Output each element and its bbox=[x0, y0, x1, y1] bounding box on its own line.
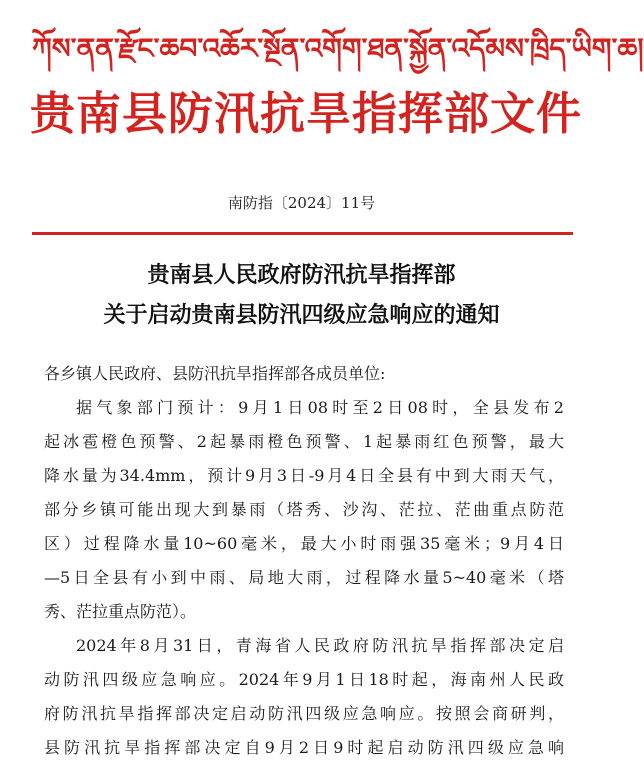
paragraph-2-line: 县防汛抗旱指挥部决定自9月2日9时起启动防汛四级应急响 bbox=[44, 738, 564, 757]
paragraph-1-line: 部分乡镇可能出现大到暴雨（塔秀、沙沟、茫拉、茫曲重点防范 bbox=[44, 500, 564, 519]
paragraph-1-line: 秀、茫拉重点防范）。 bbox=[44, 602, 197, 621]
org-title: 贵南县防汛抗旱指挥部文件 bbox=[30, 87, 583, 140]
paragraph-2-line: 府防汛抗旱指挥部决定启动防汛四级应急响应。按照会商研判， bbox=[44, 704, 564, 723]
paragraph-2-line: 动防汛四级应急响应。2024年9月1日18时起，海南州人民政 bbox=[44, 670, 564, 689]
paragraph-1-line: 区）过程降水量10~60毫米，最大小时雨强35毫米；9月4日 bbox=[44, 534, 564, 553]
notice-title-line-1: 贵南县人民政府防汛抗旱指挥部 bbox=[147, 262, 456, 288]
paragraph-1-line: 据气象部门预计：9月1日08时至2日08时，全县发布2 bbox=[76, 398, 564, 417]
paragraph-1-line: 降水量为34.4mm，预计9月3日-9月4日全县有中到大雨天气， bbox=[44, 466, 564, 485]
paragraph-1-line: 起冰雹橙色预警、2起暴雨橙色预警、1起暴雨红色预警，最大 bbox=[44, 432, 564, 451]
notice-title-line-2: 关于启动贵南县防汛四级应急响应的通知 bbox=[103, 302, 500, 328]
paragraph-2-line: 2024年8月31日，青海省人民政府防汛抗旱指挥部决定启 bbox=[76, 636, 564, 655]
red-divider bbox=[32, 232, 573, 235]
paragraph-1-line: —5日全县有小到中雨、局地大雨，过程降水量5~40毫米（塔 bbox=[44, 568, 564, 587]
tibetan-org-title: ཀོས་ནན་རྫོང་ཆབ་འཆོར་སྔོན་འགོག་ཐན་སྐྱོན་འདོམས་ཁྲིད་ཡིག་ཆ། bbox=[32, 32, 644, 65]
salutation: 各乡镇人民政府、县防汛抗旱指挥部各成员单位: bbox=[44, 364, 386, 383]
document-number: 南防指〔2024〕11号 bbox=[227, 194, 376, 212]
